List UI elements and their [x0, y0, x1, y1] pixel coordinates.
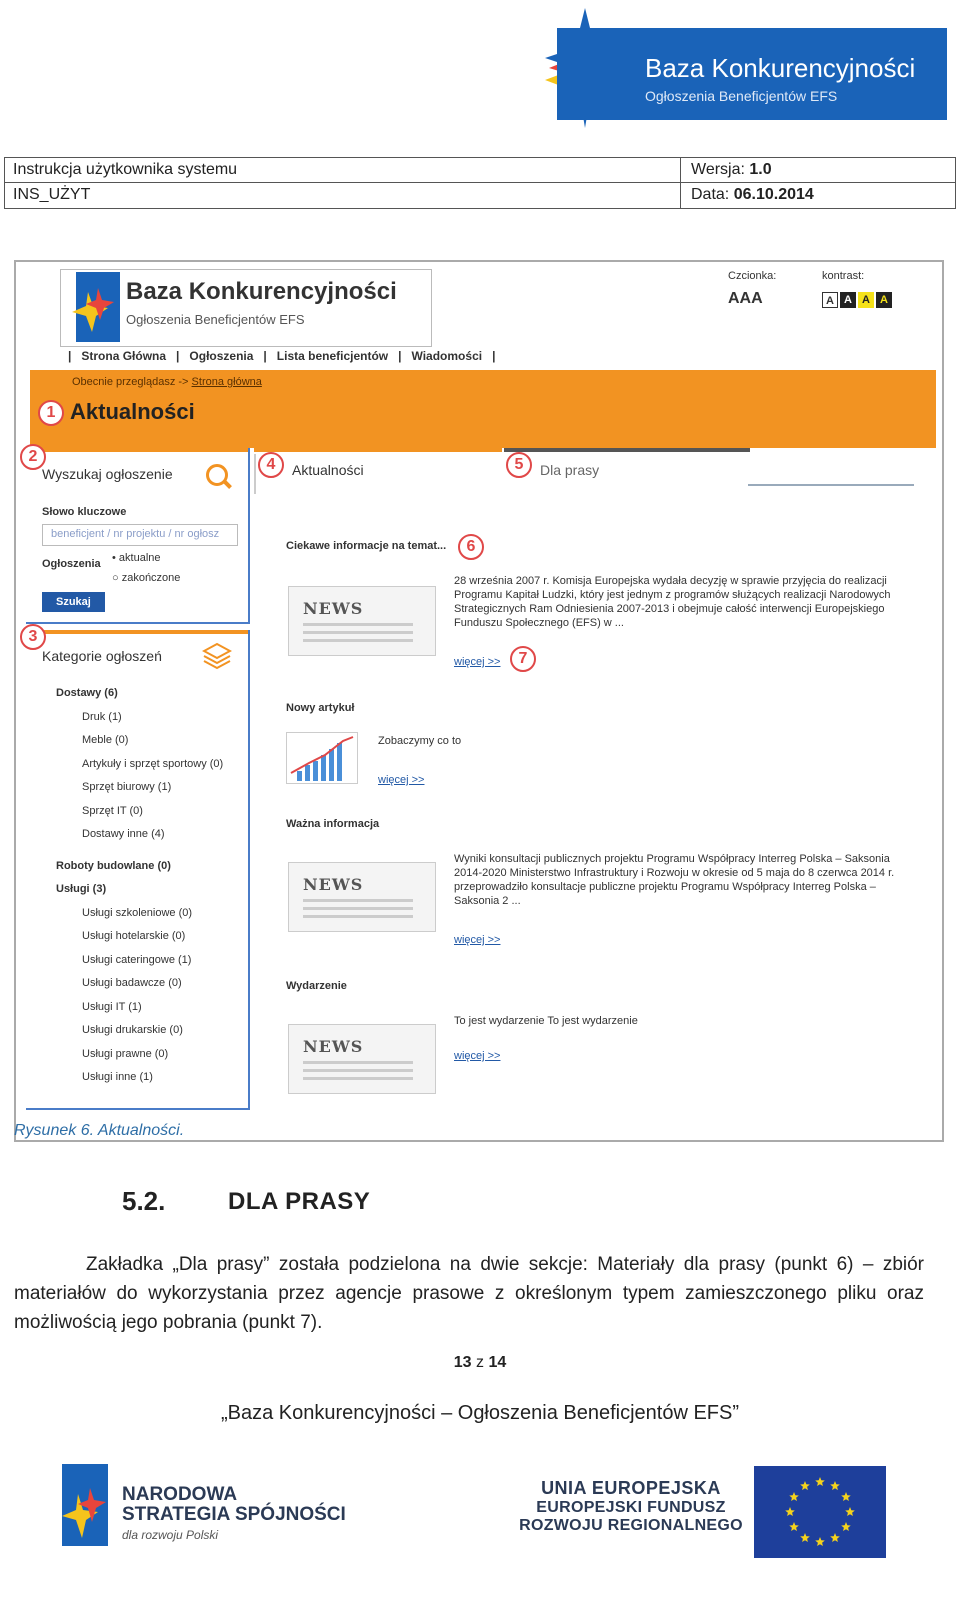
- category-item[interactable]: Usługi badawcze (0): [82, 977, 182, 989]
- radio-finished[interactable]: ○ zakończone: [112, 572, 181, 584]
- nav-home[interactable]: Strona Główna: [81, 349, 167, 363]
- category-item[interactable]: Usługi prawne (0): [82, 1047, 169, 1060]
- nav-separator: |: [263, 349, 267, 363]
- radio-current[interactable]: • aktualne: [112, 552, 161, 564]
- article-4-text: To jest wydarzenie To jest wydarzenie: [454, 1015, 638, 1027]
- eu-star-icon: [789, 1492, 799, 1501]
- tab-press[interactable]: Dla prasy: [540, 462, 600, 478]
- news-tab-bar: [254, 448, 502, 452]
- article-3-section: Ważna informacja: [286, 818, 380, 830]
- document-header-table: [4, 157, 956, 209]
- article-3-text: Wyniki konsultacji publicznych projektu Programu Współpracy Interreg Polska – Saksonia 2014-2020 Ministerstwo Infrastruktury i Rozwoju w okresie od 5 maja do 8 czerwca 2014 r. przeprowadziło konsultacje publiczne projektu Programu Współpracy Interreg Polska – Saksonia 2 ...: [454, 853, 895, 907]
- nav-news[interactable]: Wiadomości: [411, 349, 483, 363]
- article-1-text: 28 września 2007 r. Komisja Europejska wydała decyzję w sprawie przyjęcia do realizacji Programu Kapitał Ludzki, który jest jednym z programów służących realizacji Narodowych Strategicznych Ram Odniesienia 2007-2013 i obejmuje całość interwencji Europejskiego Funduszu Społecznego (EFS) w ...: [454, 575, 891, 629]
- top-logo-subtitle: Ogłoszenia Beneficjentów EFS: [645, 88, 838, 104]
- article-1-more-link[interactable]: więcej >>: [454, 656, 501, 668]
- divider: [254, 454, 256, 494]
- eu-fund-text: [518, 1478, 744, 1535]
- article-4-more-link[interactable]: więcej >>: [454, 1050, 501, 1062]
- page-title: Aktualności: [70, 399, 195, 424]
- keywords-label: Słowo kluczowe: [42, 506, 127, 518]
- nss-line-2: STRATEGIA SPÓJNOŚCI: [122, 1504, 346, 1525]
- nss-logo: [58, 1464, 348, 1548]
- contrast-option[interactable]: A: [840, 292, 856, 308]
- category-item[interactable]: Dostawy (6): [56, 687, 118, 699]
- page-number: 13 z 14: [453, 1354, 507, 1371]
- category-list: [56, 682, 246, 1090]
- category-item[interactable]: Usługi IT (1): [82, 1000, 142, 1013]
- section-paragraph: Zakładka „Dla prasy” została podzielona na dwie sekcje: Materiały dla prasy (punkt 6) – zbiór materiałów do wykorzystania przez agencje prasowe z określonym typem zamieszczonego pliku oraz możliwością jego pobrania (punkt 7).: [14, 1254, 924, 1333]
- article-4-section: Wydarzenie: [286, 980, 347, 992]
- contrast-option[interactable]: A: [876, 292, 892, 308]
- breadcrumb: Obecnie przeglądasz -> Strona główna: [72, 376, 262, 388]
- newspaper-thumbnail: NEWS: [288, 862, 436, 932]
- press-tab-bar: [504, 448, 750, 452]
- eu-star-icon: [830, 1481, 840, 1490]
- article-3-more-link[interactable]: więcej >>: [454, 934, 501, 946]
- nss-line-1: NARODOWA: [122, 1484, 238, 1505]
- marker-6: 6: [458, 534, 484, 560]
- marker-5: 5: [506, 452, 532, 478]
- doc-date: Data: 06.10.2014: [691, 186, 814, 203]
- eu-star-icon: [841, 1522, 851, 1531]
- main-nav: [68, 349, 495, 363]
- footer-title: „Baza Konkurencyjności – Ogłoszenia Beneficjentów EFS”: [220, 1402, 740, 1424]
- doc-code: INS_UŻYT: [5, 183, 681, 208]
- newspaper-thumbnail: NEWS: [288, 586, 436, 656]
- divider: [748, 484, 914, 486]
- nav-ads[interactable]: Ogłoszenia: [189, 349, 254, 363]
- site-logo-title: Baza Konkurencyjności: [126, 278, 397, 305]
- category-item[interactable]: Usługi cateringowe (1): [82, 953, 192, 966]
- eu-line-3: ROZWOJU REGIONALNEGO: [519, 1517, 743, 1534]
- article-2-more-link[interactable]: więcej >>: [378, 774, 425, 786]
- eu-star-icon: [815, 1537, 825, 1546]
- marker-7: 7: [510, 646, 536, 672]
- eu-line-1: UNIA EUROPEJSKA: [541, 1478, 721, 1498]
- embedded-screenshot: [14, 260, 944, 1142]
- site-logo-star-icon: [66, 272, 122, 342]
- nss-line-3: dla rozwoju Polski: [122, 1528, 219, 1542]
- category-item[interactable]: Druk (1): [82, 710, 122, 723]
- search-panel-title: Wyszukaj ogłoszenie: [42, 466, 173, 482]
- nss-star-icon: [58, 1464, 114, 1548]
- category-item[interactable]: Sprzęt biurowy (1): [82, 781, 172, 793]
- category-item[interactable]: Sprzęt IT (0): [82, 804, 143, 817]
- ads-filter-label: Ogłoszenia: [42, 558, 101, 570]
- search-button[interactable]: Szukaj: [42, 592, 105, 612]
- contrast-buttons: [822, 292, 892, 308]
- category-item[interactable]: Meble (0): [82, 734, 129, 746]
- eu-star-icon: [841, 1492, 851, 1501]
- marker-2: 2: [20, 444, 46, 470]
- eu-star-icon: [800, 1533, 810, 1542]
- nav-separator: |: [398, 349, 402, 363]
- eu-flag-icon: [754, 1466, 886, 1558]
- category-item[interactable]: Usługi inne (1): [82, 1071, 153, 1083]
- newspaper-thumbnail: NEWS: [288, 1024, 436, 1094]
- section-heading: DLA PRASY: [228, 1188, 371, 1215]
- nav-separator: |: [492, 349, 496, 363]
- eu-star-icon: [845, 1507, 855, 1516]
- eu-star-icon: [830, 1533, 840, 1542]
- figure-caption: Rysunek 6. Aktualności.: [14, 1122, 185, 1139]
- nav-beneficiaries[interactable]: Lista beneficjentów: [276, 349, 389, 363]
- eu-star-icon: [800, 1481, 810, 1490]
- top-logo-title: Baza Konkurencyjności: [645, 53, 916, 83]
- section-number: 5.2.: [122, 1186, 166, 1216]
- doc-title: Instrukcja użytkownika systemu: [5, 158, 681, 182]
- category-item[interactable]: Usługi szkoleniowe (0): [82, 906, 193, 919]
- chart-thumbnail: [286, 732, 358, 784]
- eu-line-2: EUROPEJSKI FUNDUSZ: [536, 1499, 726, 1516]
- growth-chart-icon: [287, 733, 359, 785]
- article-2-text: Zobaczymy co to: [378, 735, 462, 747]
- eu-star-icon: [815, 1477, 825, 1486]
- font-size-label: Czcionka:: [728, 270, 777, 282]
- category-item[interactable]: Usługi drukarskie (0): [82, 1024, 183, 1036]
- category-item[interactable]: Dostawy inne (4): [82, 828, 165, 840]
- nav-separator: |: [68, 349, 72, 363]
- marker-1: 1: [38, 400, 64, 426]
- layers-icon: [202, 642, 232, 670]
- category-item[interactable]: Artykuły i sprzęt sportowy (0): [82, 757, 224, 770]
- contrast-option[interactable]: A: [858, 292, 874, 308]
- article-1-section: Ciekawe informacje na temat...: [286, 540, 447, 552]
- article-2-section: Nowy artykuł: [286, 702, 355, 714]
- eu-star-icon: [789, 1522, 799, 1531]
- contrast-option[interactable]: A: [822, 292, 838, 308]
- breadcrumb-link[interactable]: Strona główna: [191, 376, 262, 388]
- categories-title: Kategorie ogłoszeń: [42, 648, 162, 664]
- category-item[interactable]: Usługi hotelarskie (0): [82, 930, 186, 942]
- keyword-input[interactable]: beneficjent / nr projektu / nr ogłosz: [42, 524, 238, 546]
- contrast-label: kontrast:: [822, 270, 865, 282]
- nav-separator: |: [176, 349, 180, 363]
- tab-news[interactable]: Aktualności: [292, 462, 364, 478]
- top-logo: [535, 8, 945, 128]
- category-item[interactable]: Roboty budowlane (0): [56, 859, 171, 872]
- marker-3: 3: [20, 624, 46, 650]
- font-size-buttons[interactable]: AAA: [728, 290, 763, 307]
- category-item[interactable]: Usługi (3): [56, 883, 107, 895]
- eu-star-icon: [785, 1507, 795, 1516]
- site-logo-subtitle: Ogłoszenia Beneficjentów EFS: [126, 312, 305, 327]
- marker-4: 4: [258, 452, 284, 478]
- doc-version: Wersja: 1.0: [691, 161, 772, 178]
